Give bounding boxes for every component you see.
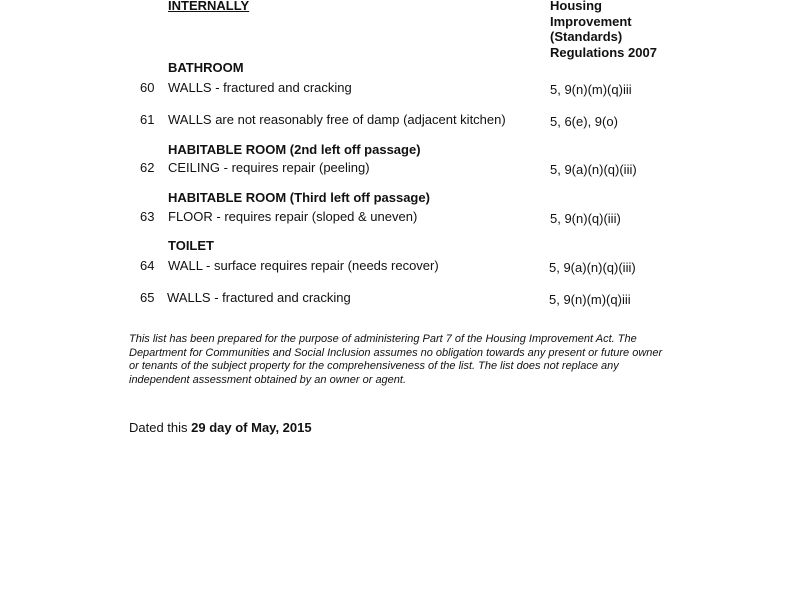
item-regulation: 5, 9(n)(m)(q)iii bbox=[550, 82, 632, 97]
reg-title-line: Housing bbox=[550, 0, 602, 13]
section-heading-internally: INTERNALLY bbox=[168, 0, 250, 13]
reg-title-line: (Standards) bbox=[550, 29, 623, 44]
item-regulation: 5, 9(n)(m)(q)iii bbox=[549, 292, 631, 307]
room-heading-toilet: TOILET bbox=[168, 238, 214, 253]
item-regulation: 5, 9(a)(n)(q)(iii) bbox=[549, 260, 636, 275]
reg-title-line: Regulations 2007 bbox=[550, 44, 657, 60]
room-heading-habitable-third: HABITABLE ROOM (Third left off passage) bbox=[168, 190, 430, 205]
item-description: WALLS - fractured and cracking bbox=[168, 80, 352, 95]
reg-title-line: Improvement bbox=[550, 13, 632, 29]
item-description: WALL - surface requires repair (needs recover) bbox=[168, 258, 439, 273]
item-description: WALLS are not reasonably free of damp (adjacent kitchen) bbox=[168, 112, 506, 127]
room-heading-bathroom: BATHROOM bbox=[168, 60, 244, 75]
item-number: 65 bbox=[140, 290, 155, 305]
dated-date: 29 day of May, 2015 bbox=[191, 420, 312, 435]
item-description: CEILING - requires repair (peeling) bbox=[168, 160, 370, 175]
regulations-column-title bbox=[550, 0, 657, 60]
item-number: 60 bbox=[140, 80, 155, 95]
room-heading-habitable-2nd: HABITABLE ROOM (2nd left off passage) bbox=[168, 142, 421, 157]
item-regulation: 5, 9(n)(q)(iii) bbox=[550, 211, 621, 226]
disclaimer-paragraph: This list has been prepared for the purpose of administering Part 7 of the Housing Improvement Act. The Department for Communities and Social Inclusion assumes no obligation towards any present or future owner or tenants of the subject property for the comprehensiveness of the list. The list does not replace any independent assessment obtained by an owner or agent. bbox=[129, 333, 663, 386]
item-regulation: 5, 6(e), 9(o) bbox=[550, 114, 618, 129]
item-number: 61 bbox=[140, 112, 155, 127]
dated-prefix: Dated this bbox=[129, 420, 192, 435]
item-number: 64 bbox=[140, 258, 155, 273]
item-description: WALLS - fractured and cracking bbox=[167, 290, 351, 305]
item-description: FLOOR - requires repair (sloped & uneven) bbox=[168, 209, 418, 224]
dated-line bbox=[129, 420, 312, 435]
item-number: 62 bbox=[140, 160, 155, 175]
item-number: 63 bbox=[140, 209, 155, 224]
item-regulation: 5, 9(a)(n)(q)(iii) bbox=[550, 162, 637, 177]
